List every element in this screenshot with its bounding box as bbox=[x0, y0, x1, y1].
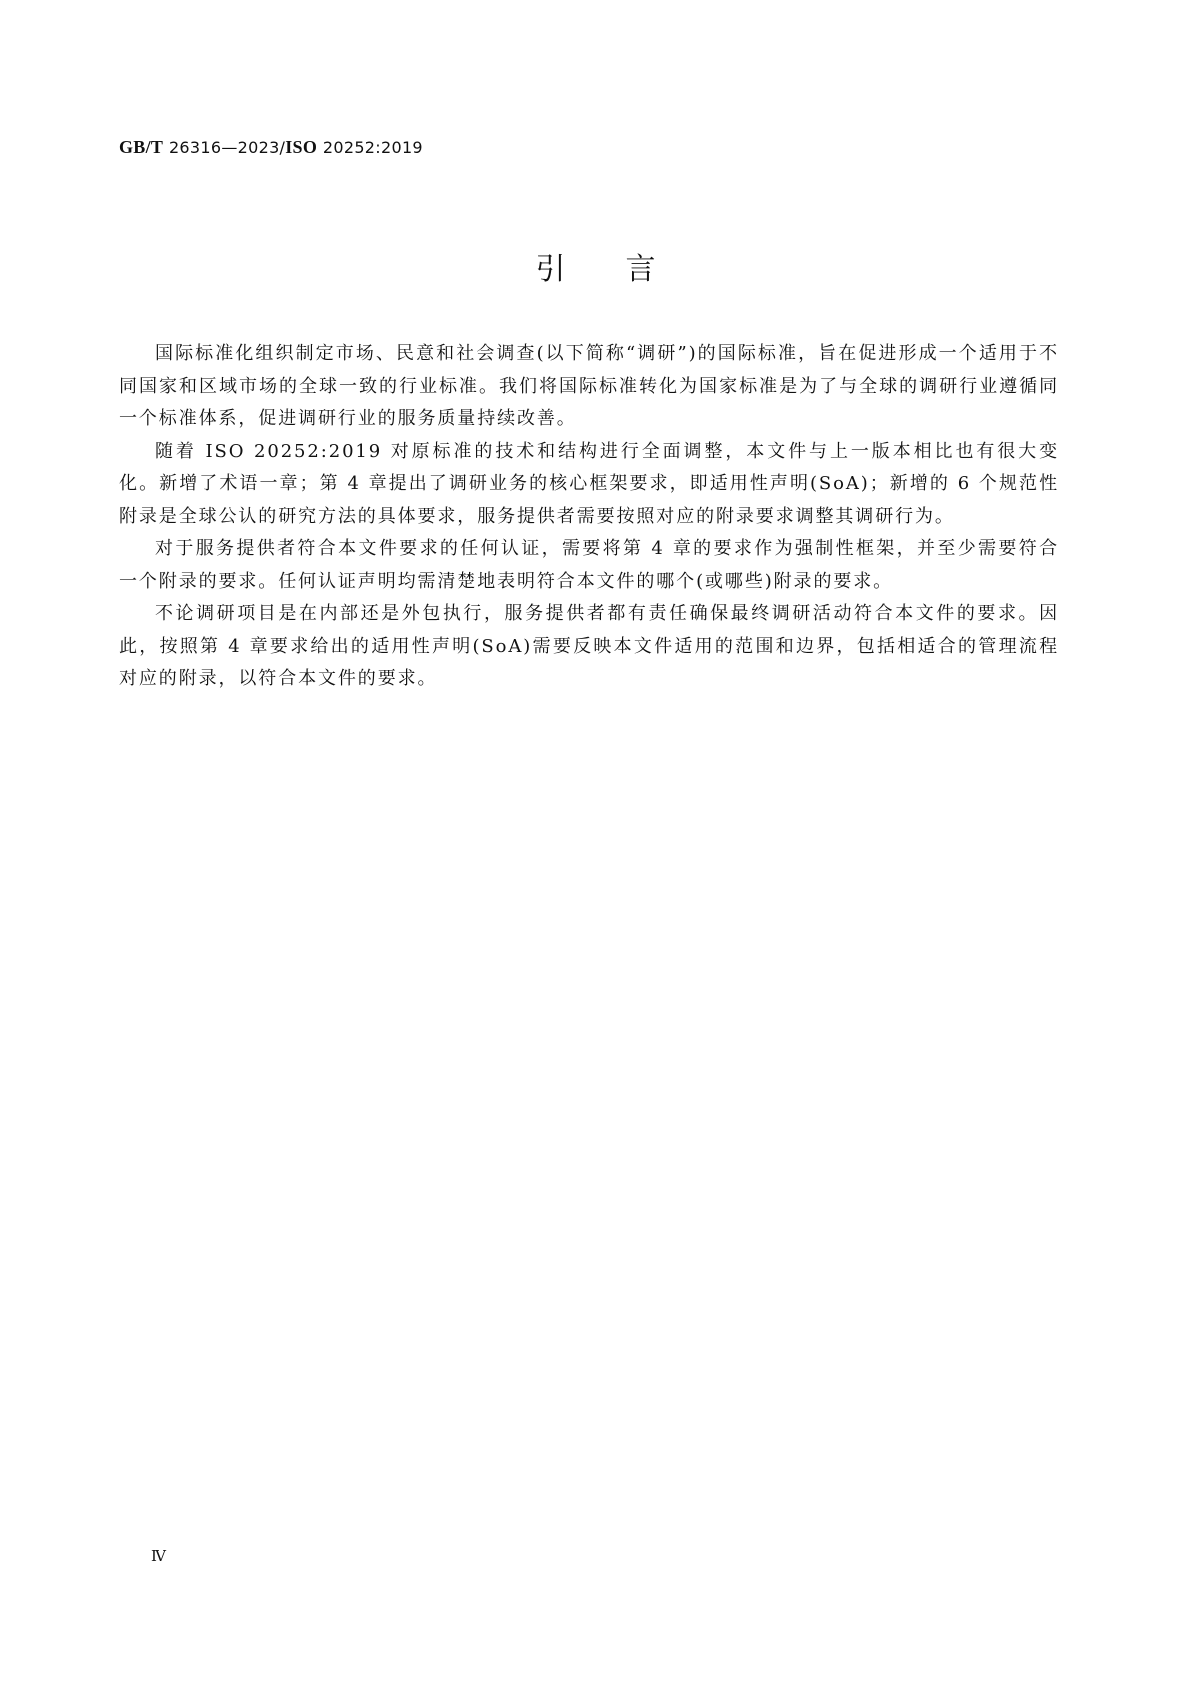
paragraph-1: 国际标准化组织制定市场、民意和社会调查(以下简称“调研”)的国际标准，旨在促进形成一个适用于不同国家和区域市场的全球一致的行业标准。我们将国际标准转化为国家标准是为了与全球的调研行业遵循同一个标准体系，促进调研行业的服务质量持续改善。 bbox=[119, 343, 1059, 429]
paragraph-2: 随着 ISO 20252:2019 对原标准的技术和结构进行全面调整，本文件与上一版本相比也有很大变化。新增了术语一章；第 4 章提出了调研业务的核心框架要求，即适用性声明(SoA)；新增的 6 个规范性附录是全球公认的研究方法的具体要求，服务提供者需要按照对应的附录要求调整其调研行为。 bbox=[119, 440, 1059, 527]
standard-code: GB/T bbox=[119, 137, 164, 157]
document-header bbox=[119, 137, 423, 158]
iso-prefix: ISO bbox=[285, 137, 318, 157]
standard-number: 26316—2023/ bbox=[168, 138, 286, 157]
page-title: 引言 bbox=[535, 252, 716, 287]
iso-number: 20252:2019 bbox=[322, 138, 423, 157]
page-number: Ⅳ bbox=[151, 1549, 166, 1565]
document-body bbox=[119, 338, 1059, 696]
paragraph-3: 对于服务提供者符合本文件要求的任何认证，需要将第 4 章的要求作为强制性框架，并至少需要符合一个附录的要求。任何认证声明均需清楚地表明符合本文件的哪个(或哪些)附录的要求。 bbox=[119, 538, 1059, 592]
paragraph-4: 不论调研项目是在内部还是外包执行，服务提供者都有责任确保最终调研活动符合本文件的要求。因此，按照第 4 章要求给出的适用性声明(SoA)需要反映本文件适用的范围和边界，包括相适合的管理流程对应的附录，以符合本文件的要求。 bbox=[119, 603, 1059, 689]
